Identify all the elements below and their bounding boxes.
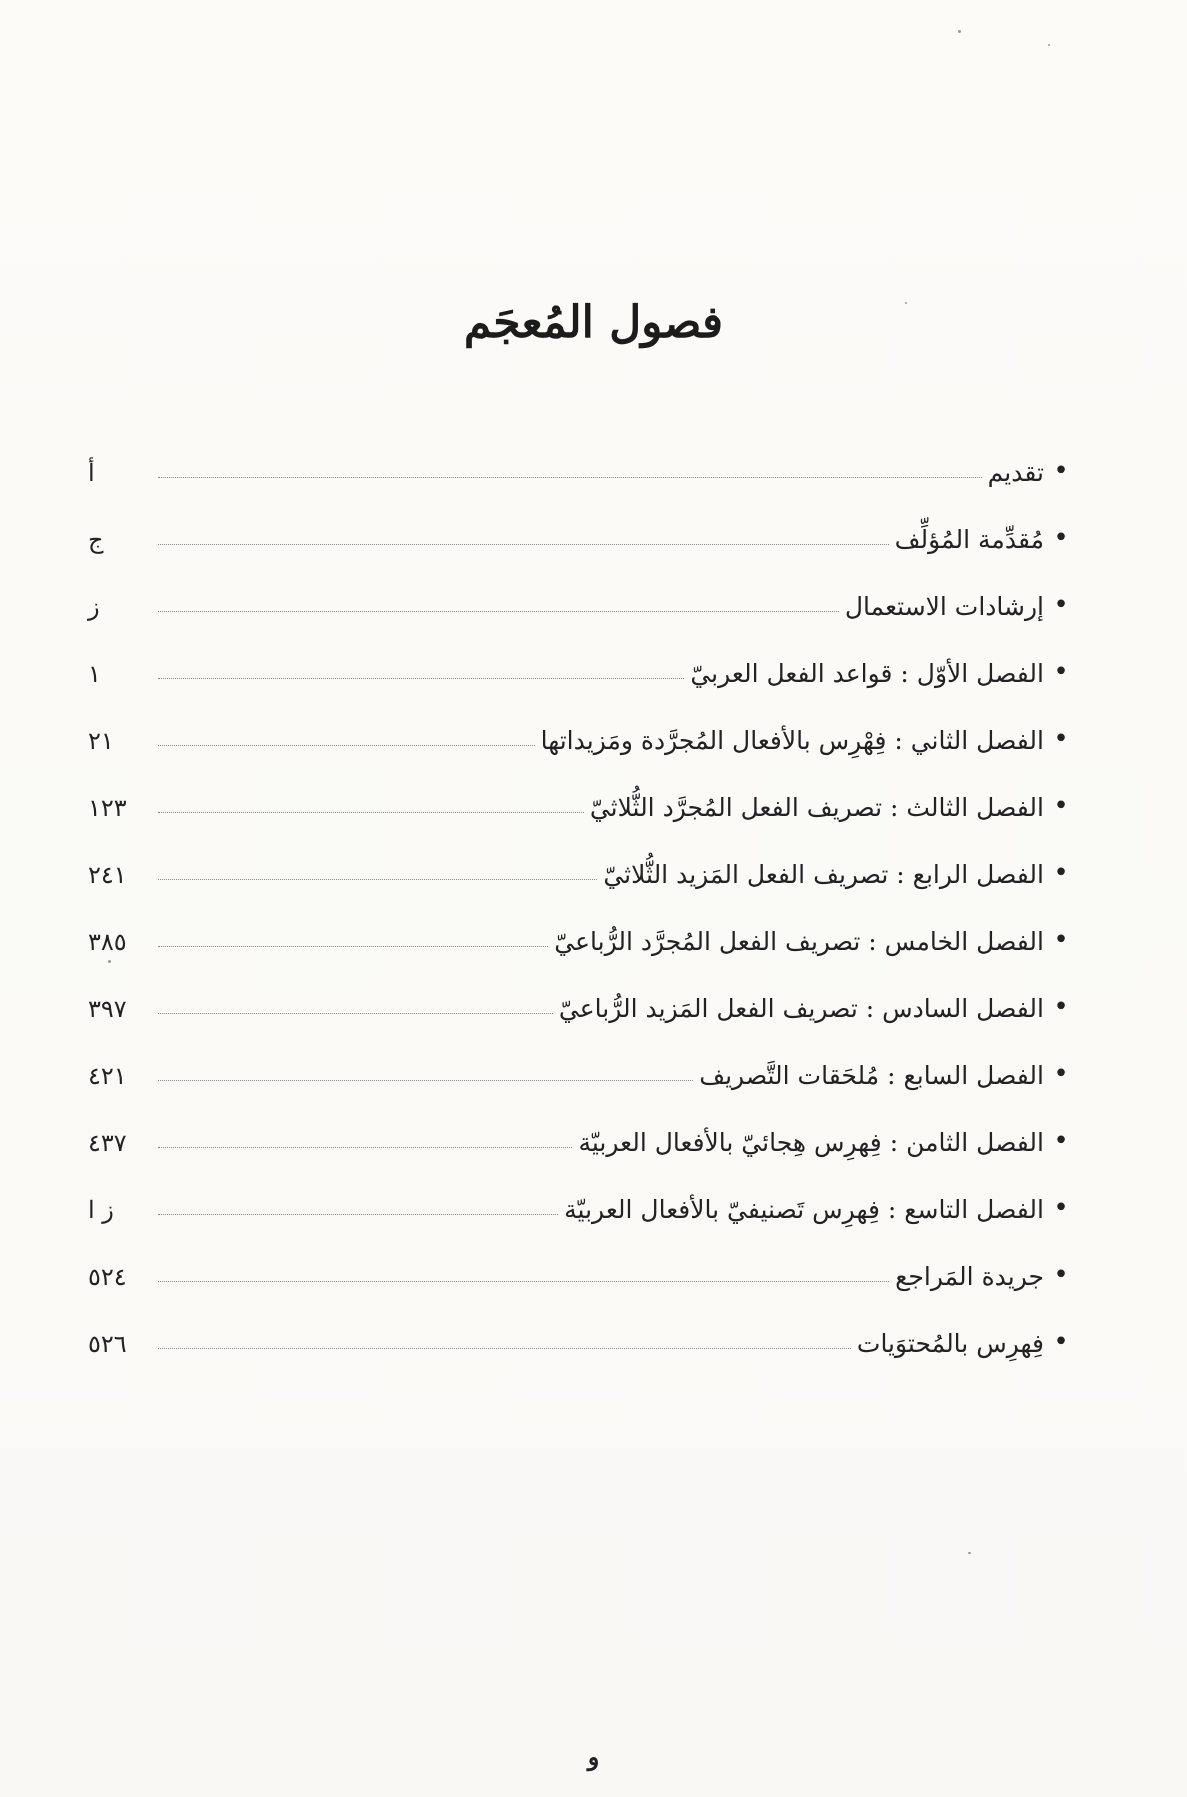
dot-leader <box>158 477 982 478</box>
bullet-icon: • <box>1053 1193 1069 1223</box>
toc-entry-label: الفصل الثاني : فِهْرِس بالأفعال المُجرَّدة ومَزيداتها <box>540 726 1044 755</box>
toc-entry <box>88 624 1078 691</box>
paper-speck <box>958 30 961 33</box>
toc-entry-label: فِهرِس بالمُحتوَيات <box>856 1329 1044 1358</box>
bullet-icon: • <box>1053 724 1069 754</box>
table-of-contents <box>88 423 1078 1361</box>
toc-page-number: ٣٩٧ <box>88 995 127 1023</box>
dot-leader <box>158 812 584 813</box>
toc-entry <box>88 1160 1078 1227</box>
toc-entry <box>88 959 1078 1026</box>
bullet-icon: • <box>1053 925 1069 955</box>
toc-entry-label: مُقدِّمة المُؤلِّف <box>894 525 1044 554</box>
toc-entry-label: تقديم <box>987 458 1044 487</box>
toc-page-number: أ <box>88 459 95 487</box>
bullet-icon: • <box>1053 858 1069 888</box>
dot-leader <box>158 678 684 679</box>
toc-page-number: ٢١ <box>88 727 114 755</box>
page-title: فصول المُعجَم <box>463 297 724 349</box>
toc-entry-label: الفصل الخامس : تصريف الفعل المُجرَّد الرُّباعيّ <box>554 927 1044 956</box>
toc-page-number: ٤٣٧ <box>88 1129 127 1157</box>
toc-entry <box>88 691 1078 758</box>
toc-entry-label: الفصل التاسع : فِهرِس تَصنيفيّ بالأفعال العربيّة <box>564 1195 1044 1224</box>
dot-leader <box>158 1013 553 1014</box>
dot-leader <box>158 879 597 880</box>
toc-page-number: ٢٤١ <box>88 861 127 889</box>
toc-entry-label: الفصل السابع : مُلحَقات التَّصريف <box>699 1061 1044 1090</box>
paper-speck <box>968 1552 971 1554</box>
toc-page-number: ز ا <box>88 1196 114 1224</box>
dot-leader <box>158 1080 693 1081</box>
bullet-icon: • <box>1053 456 1069 486</box>
bullet-icon: • <box>1053 1059 1069 1089</box>
dot-leader <box>158 946 548 947</box>
paper-speck <box>1048 44 1050 46</box>
toc-page-number: ٥٢٦ <box>88 1330 127 1358</box>
dot-leader <box>158 745 535 746</box>
toc-entry <box>88 423 1078 490</box>
toc-page-number: ج <box>88 526 104 554</box>
bullet-icon: • <box>1053 1126 1069 1156</box>
bullet-icon: • <box>1053 1260 1069 1290</box>
toc-entry <box>88 1294 1078 1361</box>
toc-entry <box>88 758 1078 825</box>
bullet-icon: • <box>1053 992 1069 1022</box>
toc-entry-label: الفصل السادس : تصريف الفعل المَزيد الرُّباعيّ <box>558 994 1044 1023</box>
dot-leader <box>158 1348 851 1349</box>
toc-entry <box>88 1227 1078 1294</box>
toc-page-number: ز <box>88 593 100 621</box>
toc-page-number: ٣٨٥ <box>88 928 127 956</box>
toc-entry <box>88 892 1078 959</box>
toc-entry <box>88 490 1078 557</box>
bullet-icon: • <box>1053 1327 1069 1357</box>
toc-page-number: ٤٢١ <box>88 1062 127 1090</box>
toc-entry <box>88 1093 1078 1160</box>
dot-leader <box>158 1214 558 1215</box>
toc-entry-label: جريدة المَراجع <box>895 1262 1044 1291</box>
toc-entry <box>88 825 1078 892</box>
bullet-icon: • <box>1053 590 1069 620</box>
toc-entry-label: الفصل الثامن : فِهرِس هِجائيّ بالأفعال العربيّة <box>578 1128 1044 1157</box>
toc-page-number: ١٢٣ <box>88 794 127 822</box>
bullet-icon: • <box>1053 657 1069 687</box>
toc-page-number: ١ <box>88 660 101 688</box>
bullet-icon: • <box>1053 523 1069 553</box>
toc-entry <box>88 557 1078 624</box>
toc-page-number: ٥٢٤ <box>88 1263 127 1291</box>
dot-leader <box>158 544 889 545</box>
footer-page-number: و <box>587 1742 600 1771</box>
dot-leader <box>158 1281 889 1282</box>
toc-entry-label: الفصل الثالث : تصريف الفعل المُجرَّد الثُّلاثيّ <box>589 793 1044 822</box>
toc-entry-label: إرشادات الاستعمال <box>844 592 1044 621</box>
dot-leader <box>158 1147 572 1148</box>
toc-entry <box>88 1026 1078 1093</box>
toc-entry-label: الفصل الرابع : تصريف الفعل المَزيد الثُّلاثيّ <box>603 860 1044 889</box>
bullet-icon: • <box>1053 791 1069 821</box>
toc-entry-label: الفصل الأوّل : قواعد الفعل العربيّ <box>690 659 1044 688</box>
dot-leader <box>158 611 839 612</box>
